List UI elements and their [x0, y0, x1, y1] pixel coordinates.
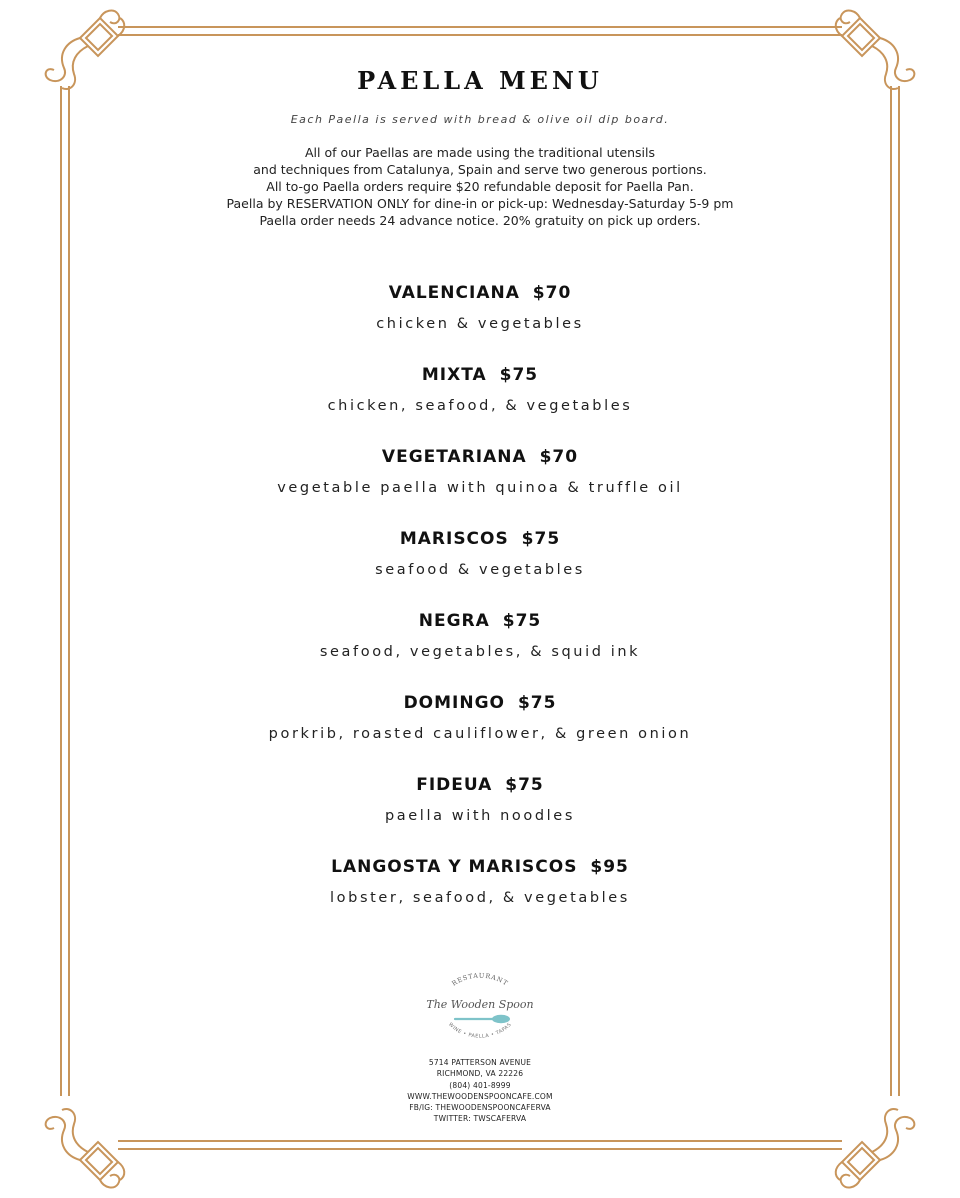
item-price: $75	[505, 775, 544, 795]
menu-item	[0, 445, 960, 527]
svg-text:RESTAURANT	[450, 972, 509, 988]
menu-item	[0, 691, 960, 773]
intro-line: and techniques from Catalunya, Spain and serve two generous portions.	[253, 162, 707, 177]
contact-info	[0, 1057, 960, 1125]
twitter-line: TWITTER: TWSCAFERVA	[433, 1114, 527, 1124]
menu-subtitle: Each Paella is served with bread & olive oil dip board.	[290, 113, 670, 126]
intro-line: Paella by RESERVATION ONLY for dine-in or pick-up: Wednesday-Saturday 5-9 pm	[226, 196, 734, 211]
menu-item	[0, 363, 960, 445]
item-price: $70	[532, 283, 572, 303]
website-line: WWW.THEWOODENSPOONCAFE.COM	[407, 1091, 553, 1101]
logo-bottom-text: WINE • PAELLA • TAPAS	[447, 1021, 513, 1040]
item-description: porkrib, roasted cauliflower, & green onion	[268, 726, 692, 742]
menu-item	[0, 773, 960, 855]
item-description: chicken, seafood, & vegetables	[327, 398, 633, 414]
item-price: $75	[499, 365, 539, 385]
item-name: LANGOSTA Y MARISCOS	[331, 857, 578, 877]
item-name: VEGETARIANA	[381, 447, 527, 467]
social-line: FB/IG: THEWOODENSPOONCAFERVA	[409, 1103, 551, 1113]
menu-item	[0, 609, 960, 691]
menu-item	[0, 527, 960, 609]
item-price: $75	[502, 611, 542, 631]
logo-script-name: The Wooden Spoon	[426, 998, 534, 1011]
item-description: seafood & vegetables	[375, 562, 585, 578]
item-name: DOMINGO	[403, 693, 506, 713]
restaurant-logo	[0, 970, 960, 1048]
item-price: $70	[539, 447, 579, 467]
page-title: PAELLA MENU	[357, 66, 603, 95]
intro-line: All of our Paellas are made using the traditional utensils	[304, 145, 655, 160]
menu-item	[0, 281, 960, 363]
phone-line: (804) 401-8999	[449, 1080, 511, 1090]
item-price: $95	[590, 857, 629, 877]
item-price: $75	[517, 693, 557, 713]
item-description: chicken & vegetables	[376, 316, 584, 332]
item-description: vegetable paella with quinoa & truffle oil	[277, 480, 683, 496]
intro-line: Paella order needs 24 advance notice. 20% gratuity on pick up orders.	[259, 213, 701, 228]
svg-text:WINE • PAELLA • TAPAS	[447, 1022, 513, 1040]
intro-text	[0, 144, 960, 229]
item-description: lobster, seafood, & vegetables	[330, 890, 630, 906]
address-line: 5714 PATTERSON AVENUE	[428, 1058, 532, 1067]
city-line: RICHMOND, VA 22226	[436, 1069, 524, 1079]
spoon-icon	[455, 1015, 510, 1023]
item-price: $75	[521, 529, 561, 549]
logo-top-text: RESTAURANT	[450, 971, 510, 988]
menu-items-list	[0, 281, 960, 937]
item-name: FIDEUA	[416, 775, 493, 795]
menu-item	[0, 855, 960, 937]
intro-line: All to-go Paella orders require $20 refundable deposit for Paella Pan.	[266, 179, 694, 194]
item-description: seafood, vegetables, & squid ink	[319, 644, 641, 660]
item-description: paella with noodles	[385, 808, 575, 824]
item-name: VALENCIANA	[388, 283, 520, 303]
item-name: MIXTA	[421, 365, 487, 385]
item-name: MARISCOS	[399, 529, 509, 549]
item-name: NEGRA	[418, 611, 490, 631]
